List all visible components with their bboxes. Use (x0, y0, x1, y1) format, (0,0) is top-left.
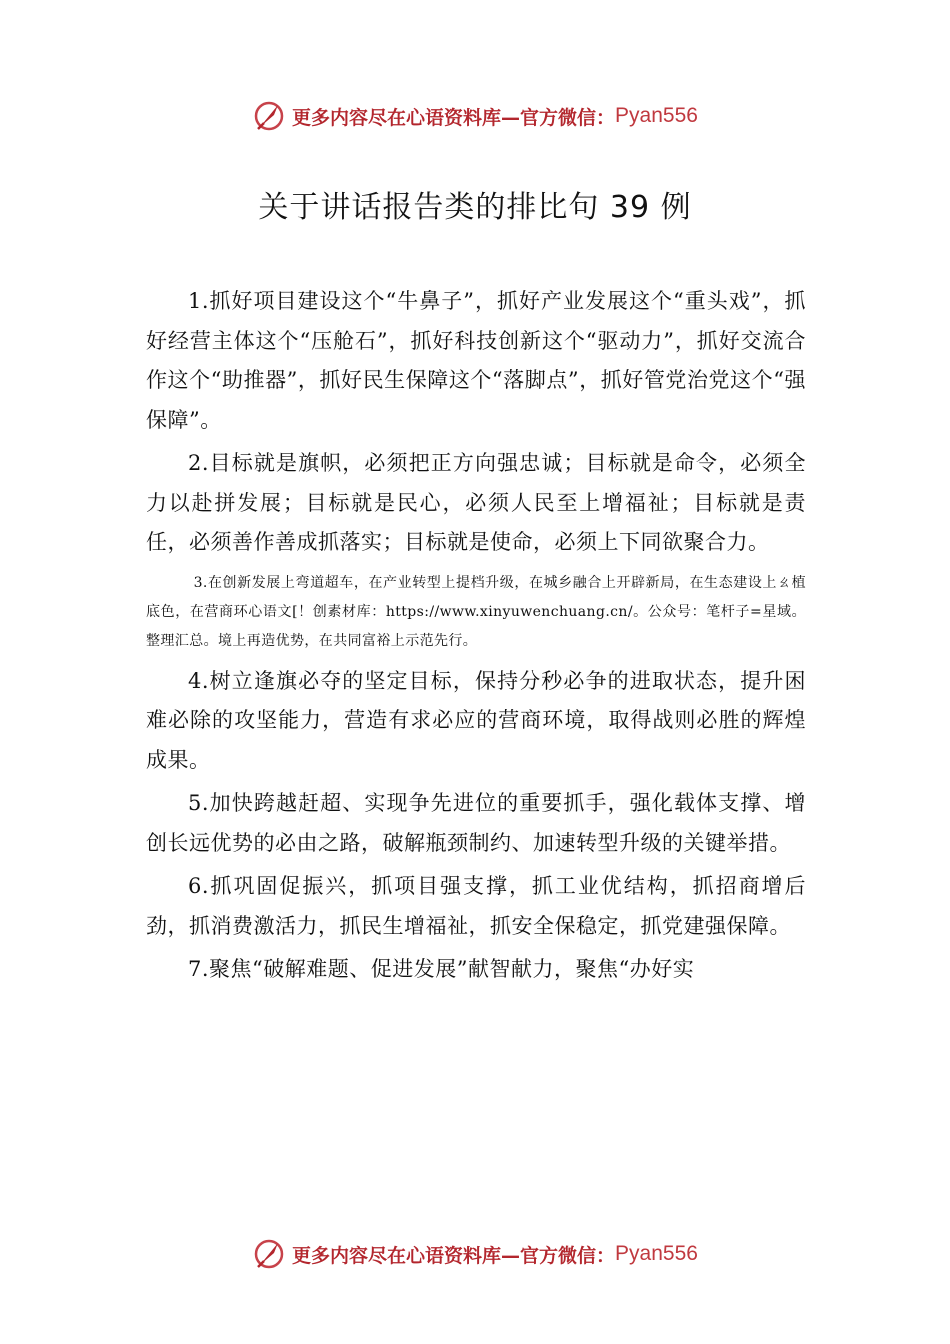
paragraph-2: 2.目标就是旗帜，必须把正方向强忠诚；目标就是命令，必须全力以赴拼发展；目标就是民心，必须人民至上增福祉；目标就是责任，必须善作善成抓落实；目标就是使命，必须上下同欲聚合力。 (146, 451, 806, 554)
paragraph-1: 1.抓好项目建设这个“牛鼻子”，抓好产业发展这个“重头戏”，抓好经营主体这个“压舱石”，抓好科技创新这个“驱动力”，抓好交流合作这个“助推器”，抓好民生保障这个“落脚点”，抓好管党治党这个“强保障”。 (146, 289, 806, 432)
paragraph-6: 6.抓巩固促振兴，抓项目强支撑，抓工业优结构，抓招商增后劲，抓消费激活力，抓民生增福祉，抓安全保稳定，抓党建强保障。 (146, 874, 806, 938)
banner-text: 更多内容尽在心语资料库—官方微信： (292, 106, 616, 129)
banner-account: Pyan556 (615, 104, 698, 127)
paragraph-7: 7.聚焦“破解难题、促进发展”献智献力，聚焦“办好实 (188, 957, 695, 981)
banner-account: Pyan556 (615, 1242, 698, 1265)
document-body (146, 282, 806, 990)
paragraph-3: 3.在创新发展上弯道超车，在产业转型上提档升级，在城乡融合上开辟新局，在生态建设上ㄠ植底色，在营商环心语文[！创素材库：https://www.xinyuwenchuang.cn/。公众号：笔杆子=星域。整理汇总。境上再造优势，在共同富裕上示范先行。 (146, 574, 806, 649)
header-watermark-banner (0, 96, 950, 136)
banner-text: 更多内容尽在心语资料库—官方微信： (292, 1244, 616, 1267)
footer-watermark-banner (0, 1234, 950, 1274)
paragraph-5: 5.加快跨越赶超、实现争先进位的重要抓手，强化载体支撑、增创长远优势的必由之路，破解瓶颈制约、加速转型升级的关键举措。 (146, 791, 806, 855)
paragraph-4: 4.树立逢旗必夺的坚定目标，保持分秒必争的进取状态，提升困难必除的攻坚能力，营造有求必应的营商环境，取得战则必胜的辉煌成果。 (146, 668, 806, 772)
quill-logo-icon (252, 99, 286, 133)
document-title: 关于讲话报告类的排比句 39 例 (258, 190, 692, 225)
quill-logo-icon (252, 1237, 286, 1271)
